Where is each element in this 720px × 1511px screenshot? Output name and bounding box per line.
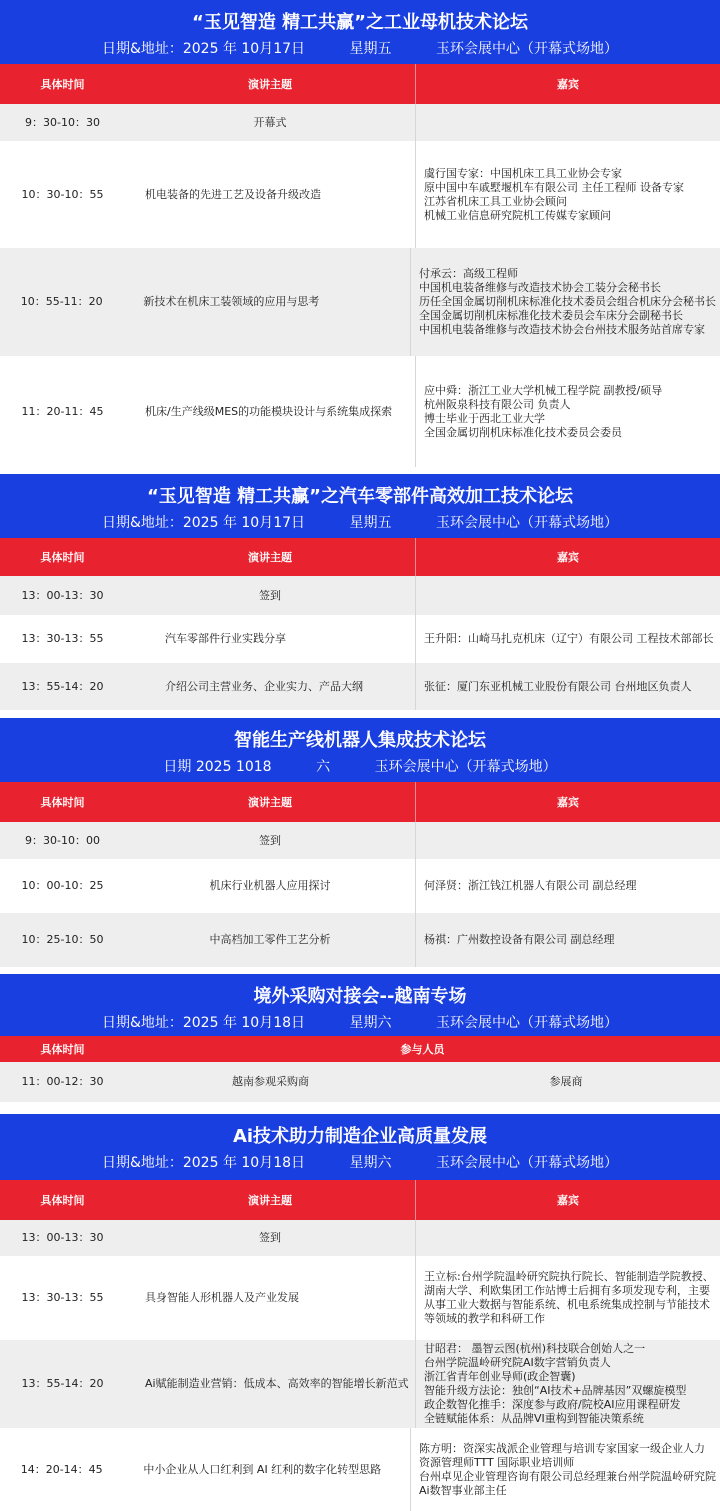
forum-meta: 日期 2025 1018 六 玉环会展中心（开幕式场地） (163, 759, 557, 775)
row-guests (416, 1220, 720, 1256)
forum-section-3 (0, 718, 720, 967)
table-header (0, 64, 720, 104)
row-topic: 介绍公司主营业务、企业实力、产品大纲 (125, 663, 416, 710)
table-row (0, 859, 720, 913)
header-guests: 嘉宾 (557, 551, 579, 564)
row-topic: 越南参观采购商 (232, 1075, 309, 1088)
guest-line: 甘昭君： 墨智云图(杭州)科技联合创始人之一 (424, 1342, 646, 1355)
guest-line: 全国金属切削机床标准化技术委员会委员 (424, 425, 622, 439)
header-guests: 嘉宾 (557, 78, 579, 91)
guest-line: 原中国中车戚墅堰机车有限公司 主任工程师 设备专家 (424, 180, 684, 194)
guest-line: Ai数智事业部主任 (419, 1483, 507, 1497)
forum-title: “玉见智造 精工共赢”之汽车零部件高效加工技术论坛 (147, 486, 573, 507)
row-topic: 新技术在机床工装领域的应用与思考 (123, 248, 411, 356)
header-time: 具体时间 (40, 796, 85, 809)
forum-meta: 日期&地址：2025 年 10月18日 星期六 玉环会展中心（开幕式场地） (101, 1155, 619, 1171)
row-guests (416, 576, 720, 615)
header-topic: 演讲主题 (125, 64, 416, 104)
forum-title: 境外采购对接会--越南专场 (253, 986, 467, 1007)
row-time: 13：55-14：20 (21, 679, 104, 693)
header-guests: 嘉宾 (557, 1194, 579, 1207)
guest-line: 虞行国专家：中国机床工具工业协会专家 (424, 166, 622, 180)
row-topic: Ai赋能制造业营销：低成本、高效率的智能增长新范式 (125, 1340, 416, 1428)
table-row (0, 104, 720, 141)
table-header (0, 538, 720, 576)
table-row (0, 141, 720, 248)
row-time: 10：00-10：25 (21, 879, 104, 892)
forum-section-5 (0, 1114, 720, 1511)
forum-banner (0, 474, 720, 538)
guest-line: 从事工业大数据与智能系统、机电系统集成控制与节能技术 (424, 1298, 710, 1311)
row-time: 10：30-10：55 (21, 187, 104, 201)
forum-banner (0, 718, 720, 782)
forum-banner (0, 1114, 720, 1180)
row-guests (416, 104, 720, 141)
header-guests: 嘉宾 (557, 796, 579, 809)
row-topic: 中高档加工零件工艺分析 (125, 913, 416, 967)
table-header (0, 1036, 720, 1062)
guest-line: 王立标:台州学院温岭研究院执行院长、智能制造学院教授、 (424, 1270, 714, 1283)
guest-line: 台州学院温岭研究院AI数字营销负责人 (424, 1356, 611, 1369)
row-time: 10：55-11：20 (20, 295, 103, 308)
header-topic: 演讲主题 (125, 782, 416, 822)
row-guests: 张征：厦门东亚机械工业股份有限公司 台州地区负责人 (424, 679, 692, 693)
row-time: 13：30-13：55 (21, 1291, 104, 1304)
forum-meta: 日期&地址：2025 年 10月17日 星期五 玉环会展中心（开幕式场地） (101, 41, 619, 57)
row-guests: 何泽贤：浙江钱江机器人有限公司 副总经理 (424, 879, 637, 892)
table-row (0, 615, 720, 663)
header-time: 具体时间 (40, 78, 85, 91)
table-row (0, 913, 720, 967)
table-row (0, 1220, 720, 1256)
guest-line: 资源管理师TTT 国际职业培训师 (419, 1455, 575, 1469)
row-topic: 签到 (125, 576, 416, 615)
header-participants: 参与人员 (400, 1043, 445, 1056)
row-time: 13：30-13：55 (21, 632, 104, 645)
row-time: 13：00-13：30 (21, 1231, 104, 1244)
guest-line: 智能升级方法论：独创“AI技术+品牌基因”双螺旋模型 (424, 1384, 687, 1397)
row-time: 14：20-14：45 (20, 1462, 103, 1476)
row-time: 11：20-11：45 (21, 404, 104, 418)
forum-title: Ai技术助力制造企业高质量发展 (232, 1126, 488, 1147)
guest-line: 历任全国金属切削机床标准化技术委员会组合机床分会秘书长 (419, 295, 716, 308)
guest-line: 付承云：高级工程师 (419, 267, 518, 280)
row-topic: 机床/生产线级MES的功能模块设计与系统集成探索 (125, 356, 416, 467)
row-guests: 王升阳：山崎马扎克机床（辽宁）有限公司 工程技术部部长 (424, 632, 714, 645)
table-row (0, 1062, 720, 1102)
row-guests (411, 1428, 720, 1511)
row-topic: 机电装备的先进工艺及设备升级改造 (125, 141, 416, 248)
forum-banner (0, 0, 720, 64)
table-row (0, 576, 720, 615)
row-topic: 开幕式 (125, 104, 416, 141)
table-row (0, 248, 720, 356)
row-time: 13：55-14：20 (21, 1377, 104, 1390)
guest-line: 杭州阪泉科技有限公司 负责人 (424, 397, 571, 411)
row-topic: 签到 (125, 822, 416, 859)
row-topic: 中小企业从人口红利到 AI 红利的数字化转型思路 (123, 1428, 411, 1511)
table-row (0, 1256, 720, 1340)
row-time: 9：30-10：00 (25, 833, 100, 847)
guest-line: 等领域的教学和科研工作 (424, 1312, 545, 1325)
row-topic: 具身智能人形机器人及产业发展 (125, 1256, 416, 1340)
row-guests (416, 1256, 720, 1340)
row-guests (411, 248, 720, 356)
header-time: 具体时间 (40, 551, 85, 564)
table-row (0, 1340, 720, 1428)
guest-line: 浙江省青年创业导师(政企智囊) (424, 1370, 576, 1383)
table-header (0, 1180, 720, 1220)
row-guests (416, 1340, 720, 1428)
forum-section-1 (0, 0, 720, 467)
forum-section-4 (0, 974, 720, 1102)
forum-meta: 日期&地址：2025 年 10月18日 星期六 玉环会展中心（开幕式场地） (101, 1015, 619, 1031)
forum-meta: 日期&地址：2025 年 10月17日 星期五 玉环会展中心（开幕式场地） (101, 515, 619, 531)
forum-section-2 (0, 474, 720, 710)
row-guests (416, 141, 720, 248)
row-guests: 杨祺：广州数控设备有限公司 副总经理 (424, 933, 615, 946)
row-topic: 机床行业机器人应用探讨 (125, 859, 416, 913)
header-time: 具体时间 (40, 1043, 85, 1056)
table-header (0, 782, 720, 822)
row-topic: 汽车零部件行业实践分享 (125, 615, 416, 663)
row-topic: 签到 (125, 1220, 416, 1256)
guest-line: 江苏省机床工具工业协会顾问 (424, 194, 567, 208)
header-time: 具体时间 (40, 1194, 85, 1207)
header-topic: 演讲主题 (125, 1180, 416, 1220)
guest-line: 全链赋能体系：从品牌VI重构到智能决策系统 (424, 1412, 644, 1425)
guest-line: 湖南大学、利欧集团工作站博士后拥有多项发现专利，主要 (424, 1284, 710, 1297)
header-topic: 演讲主题 (125, 538, 416, 576)
guest-line: 中国机电装备维修与改造技术协会工装分会秘书长 (419, 281, 661, 294)
row-guests (416, 356, 720, 467)
row-time: 9：30-10：30 (25, 115, 100, 129)
table-row (0, 822, 720, 859)
row-guests (416, 822, 720, 859)
guest-line: 机械工业信息研究院机工传媒专家顾问 (424, 208, 611, 222)
guest-line: 中国机电装备维修与改造技术协会台州技术服务站首席专家 (419, 323, 705, 336)
guest-line: 政企数智化推手：深度参与政府/院校AI应用课程研发 (424, 1398, 681, 1411)
forum-banner (0, 974, 720, 1036)
guest-line: 博士毕业于西北工业大学 (424, 411, 545, 425)
row-time: 13：00-13：30 (21, 588, 104, 602)
guest-line: 全国金属切削机床标准化技术委员会车床分会副秘书长 (419, 309, 683, 322)
table-row (0, 1428, 720, 1511)
row-time: 10：25-10：50 (21, 933, 104, 946)
forum-title: 智能生产线机器人集成技术论坛 (234, 730, 486, 751)
table-row (0, 356, 720, 467)
row-guests: 参展商 (549, 1075, 583, 1088)
guest-line: 台州卓见企业管理咨询有限公司总经理兼台州学院温岭研究院 (419, 1469, 716, 1483)
guest-line: 陈方明：资深实战派企业管理与培训专家国家一级企业人力 (419, 1441, 705, 1455)
row-time: 11：00-12：30 (21, 1075, 104, 1088)
forum-title: “玉见智造 精工共赢”之工业母机技术论坛 (192, 12, 528, 33)
table-row (0, 663, 720, 710)
guest-line: 应中舜：浙江工业大学机械工程学院 副教授/硕导 (424, 383, 663, 397)
